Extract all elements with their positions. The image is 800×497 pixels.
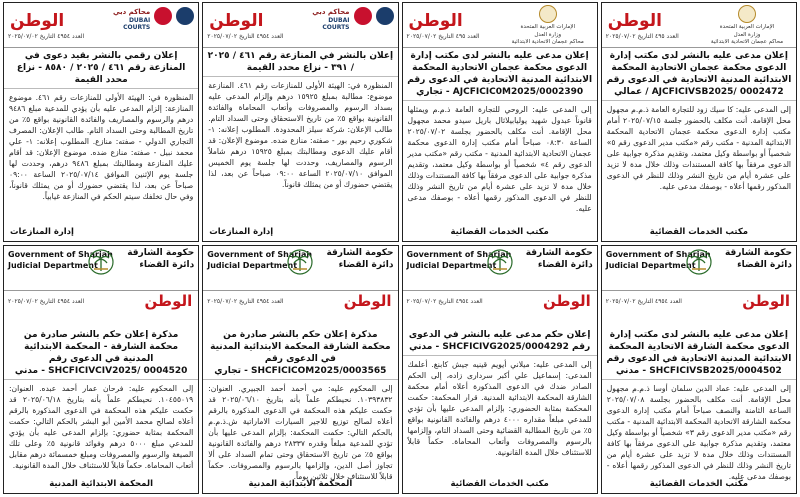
org-line-1: الإمارات العربية المتحدة [520,24,576,30]
notice-ajman-labor [601,2,797,242]
notice-title: إعلان مدعى عليه بالنشر لدى مكتب إدارة الدعوى محكمة عجمان الاتحادية المحكمة الابتدائية المدنية الاتحادية في الدعوى رقم AJCFICIC0M2025/0002390 - تجاري [403,48,597,101]
dept-name-ar: دائرة القضاء [139,260,195,270]
notice-title: مذكرة إعلان حكم بالنشر صادرة من محكمة الشارقة المحكمة الابتدائية المدنية في الدعوى رقم SHCFICICOM2025/0003565 - تجاري [203,327,397,380]
sharjah-emblem-icon [686,249,712,275]
dept-name-en: Judicial Department [406,261,497,270]
issue-meta: العدد ٤٩٥٤ التاريخ ٢٠٢٥/٠٧/٠٢ [207,298,284,305]
notice-title: إعلان حكم مدعى عليه بالنشر في الدعوى رقم SHCFICIVG2025/0004292 - مدني [403,327,597,356]
org-line-2: وزارة العدل [534,31,562,38]
issue-meta: العدد ٤٩٥٤ التاريخ ٢٠٢٥/٠٧/٠٢ [8,298,85,305]
gov-name-en: Government of Sharjah [207,250,313,259]
paper-name: الوطن [10,11,65,31]
org-line-1: الإمارات العربية المتحدة [719,24,775,30]
notice-signature: إدارة المنازعات [209,227,274,237]
notice-dubai-dispute-391 [202,2,398,242]
org-line-3: محاكم عجمان الاتحادية الابتدائية [511,39,584,45]
notice-signature: مكتب الخدمات القضائية [450,479,549,489]
notice-body: المنظورة في: الهيئة الأولى للمنازعات رقم ٤٦١. المنازعة موضوع: مطالبة بمبلغ ١٥٩٢٥ درهم وإلزام المدعى عليه بسداد الرسوم والمصروفات وأتعاب المحاماة والفائدة القانونية بواقع ٥٪ من تاريخ الاستحقاق وحتى السداد التام. طالب الإعلان: شركة سيلز المحدودة. المطلوب إعلانه: ١- شكوري رحيم بور - صفته: منازع ضده. موضوع الإعلان: قد أقام عليك الدعوى ومطالبتك بمبلغ ١٥٩٢٥ درهم شاملاً الرسوم والمصاريف، وحددت لها جلسة يوم الخميس الموافق ٢٠٢٥/٠٧/١٠ الساعة ٠٩:٠٠ صباحاً عن بعد، لذا يقتضي حضورك أو من يمثلك قانوناً. [208,81,393,189]
uae-ministry-logo [503,5,593,46]
gov-name-en: Government of Sharjah [406,250,512,259]
notice-title: مذكرة إعلان حكم بالنشر صادرة من محكمة الشارقة - المحكمة الابتدائية المدنية في الدعوى رقم SHCFICIVCIV2025/ 0004520 - مدني [4,327,198,380]
dept-name-en: Judicial Department [605,261,696,270]
sharjah-judicial-logo [403,246,597,290]
gov-name-ar: حكومة الشارقة [127,248,195,258]
sharjah-judicial-logo [602,246,796,290]
dubai-courts-emblem-icon [154,7,172,25]
court-name-ar: محاكم دبي [312,8,350,16]
paper-name: الوطن [343,292,392,310]
gov-name-ar: حكومة الشارقة [525,248,593,258]
notice-signature: مكتب الخدمات القضائية [450,227,549,237]
uae-emblem-icon [539,5,557,23]
dubai-courts-emblem-icon [354,7,372,25]
gov-name-ar: حكومة الشارقة [326,248,394,258]
dubai-crest-icon [376,7,394,25]
notice-title: إعلان مدعى عليه بالنشر لدى مكتب إدارة الدعوى محكمة عجمان الاتحادية المحكمة الابتدائية المدنية الاتحادية في الدعوى رقم AJCFICIVSB2025/ 0002472 / عمالي [602,48,796,101]
gov-name-en: Government of Sharjah [8,250,113,259]
notice-title: إعلان مدعى عليه بالنشر لدى مكتب إدارة الدعوى محكمة الشارقة الاتحادية المحكمة الابتدائية المدنية الاتحادية في الدعوى رقم SHCFICIVSB2025/0004502 - مدني [602,327,796,380]
dubai-crest-icon [176,7,194,25]
notice-dubai-dispute-8580 [3,2,199,242]
dubai-courts-logo [302,7,394,43]
court-name-ar: محاكم دبي [112,8,151,16]
paper-name: الوطن [607,11,662,31]
dept-name-en: Judicial Department [207,261,298,270]
notice-title: إعلان رقمي بالنشر بقيد دعوى في المنازعة رقم ٤٦١ / ٢٠٢٥ / ٨٥٨٠ - نزاع محدد القيمة [4,48,198,89]
dept-name-ar: دائرة القضاء [737,260,792,270]
notice-sharjah-commercial-3565 [202,245,398,494]
sharjah-emblem-icon [88,249,114,275]
issue-meta: العدد ٤٩٥٤ التاريخ ٢٠٢٥/٠٧/٠٢ [207,33,284,40]
gov-name-en: Government of Sharjah [605,250,711,259]
sharjah-emblem-icon [487,249,513,275]
issue-meta: العدد ٤٩٥ التاريخ ٢٠٢٥/٠٧/٠٢ [605,33,679,40]
paper-name: الوطن [408,11,463,31]
paper-name: الوطن [144,292,193,310]
notice-signature: المحكمة الابتدائية المدنية [49,479,153,489]
notice-body: إلى المدعى عليه: ميلاني أيويم قينيه جيش كابنغ. أعلمك المدعى: إسماعيل علي أكبر سردارى زاده، إلى الحكم الصادر ضدك في الدعوى المذكورة أعلاه أمام محكمة الشارقة المحكمة الابتدائية المدنية. قرار المحكمة: حكمت المحكمة بمثابة الحضوري: بإلزام المدعى عليها بأن تؤدي للمدعي مبلغاً مقداره ٤٠٠٠ درهم والفائدة القانونية بواقع ٥٪ من تاريخ المطالبة القضائية وحتى السداد التام، وإلزامها بالرسوم والمصروفات وأتعاب المحاماة. حكماً قابلاً للاستئناف خلال المدة القانونية. [407,360,592,457]
notice-body: إلى المدعى عليه: الروحي للتجارة العامة ذ.م.م ويمثلها قانوناً عبدول شهيد يوليابيلاثال باريل سيدو محمد مجهول محل الإقامة. أنت مكلف بالحضور بجلسة ٢٠٢٥/٠٧/٠٢ الساعة ٠٨:٣٠ صباحاً أمام مكتب إدارة الدعوى محكمة عجمان الاتحادية الابتدائية المدنية - مكتب رقم «مكتب مدير الدعوى رقم ٤» شخصياً أو بواسطة وكيل معتمد، وتقديم مذكرة جوابية على الدعوى مرفقاً بها كافة المستندات وذلك خلال مدة لا تزيد على عشرة أيام من تاريخ النشر وذلك للنظر في الدعوى المذكور رقمها أعلاه - بوصفك مدعى عليه. [407,105,592,213]
paper-name: الوطن [209,11,264,31]
notice-body: إلى المحكوم عليه: مي أحمد أحمد الجبيري. العنوان: ١٠٣٩٣٨٣٢. نحيطكم علماً بأنه بتاريخ ٢٠٢٥/٠٦/١٠ قد حكمت عليكم هذه المحكمة في الدعوى المذكورة بالرقم أعلاه لصالح توزيع للاجير السيارات الاماراتية ش.ذ.م.م بالحكم التالي: حكمت المحكمة: بإلزام المدعى عليها بأن تؤدي للمدعية مبلغاً وقدره ٢٨٣٣٧ درهم والفائدة القانونية بواقع ٥٪ من تاريخ الاستحقاق وحتى تمام السداد على ألا تجاوز أصل الدين، وإلزامها بالرسوم والمصروفات. حكماً قابلاً للاستئناف خلال ثلاثين يوماً. [208,384,393,481]
sharjah-emblem-icon [287,249,313,275]
notice-signature: إدارة المنازعات [10,227,74,237]
court-name-en: DUBAI COURTS [322,17,350,31]
notice-sharjah-civil-4520 [3,245,199,494]
org-line-2: وزارة العدل [733,31,761,38]
notice-signature: مكتب الخدمات القضائية [649,479,749,489]
court-name-en: DUBAI COURTS [123,17,151,31]
issue-meta: العدد ٤٩٥٤ التاريخ ٢٠٢٥/٠٧/٠٢ [605,298,682,305]
issue-meta: العدد ٤٩٥٤ التاريخ ٢٠٢٥/٠٧/٠٢ [406,298,483,305]
notice-title: إعلان بالنشر في المنازعة رقم ٤٦١ / ٢٠٢٥ / ٣٩١ - نزاع محدد القيمة [203,48,397,77]
notice-sharjah-civil-4502 [601,245,797,494]
org-line-3: محاكم عجمان الاتحادية الابتدائية [710,39,784,45]
notice-signature: المحكمة الابتدائية المدنية [248,479,353,489]
gov-name-ar: حكومة الشارقة [724,248,792,258]
sharjah-judicial-logo [203,246,397,290]
dept-name-en: Judicial Department [8,261,98,270]
notice-signature: مكتب الخدمات القضائية [649,227,749,237]
notice-ajman-commercial [402,2,598,242]
uae-emblem-icon [738,5,756,23]
dept-name-ar: دائرة القضاء [338,260,394,270]
issue-meta: العدد ٤٩٥٤ التاريخ ٢٠٢٥/٠٧/٠٢ [8,33,85,40]
dubai-courts-logo [102,7,194,43]
uae-ministry-logo [702,5,792,46]
notices-grid [3,2,797,495]
notice-body: المنظورة في: الهيئة الأولى للمنازعات رقم ٤٦١. موضوع المنازعة: إلزام المدعى عليه بأن يؤدي للمدعية مبلغ ٩٤٨٦ درهم والرسوم والمصاريف والفائدة القانونية بواقع ٥٪ من تاريخ المطالبة وحتى السداد التام. طالب الإعلان: المصرف التجاري الدولي - صفته: منازع. المطلوب إعلانه: ١- علي محمد نبيل - صفته: منازع ضده. موضوع الإعلان: قد أقام عليك المنازعة ومطالبتك بمبلغ ٩٤٨٦ درهم، وحددت لها جلسة يوم الإثنين الموافق ٢٠٢٥/٠٧/١٤ الساعة ٠٩:٠٠ صباحاً عن بعد، لذا يقتضي حضورك أو من يمثلك قانوناً، وفي حال تخلفك سيتم الحكم في المنازعة غيابياً. [9,93,194,201]
notice-body: إلى المدعى عليه: كا سيك زود للتجارة العامة ذ.م.م مجهول محل الإقامة. أنت مكلف بالحضور جلسة ٢٠٢٥/٠٧/١٥ أمام مكتب إدارة الدعوى محكمة عجمان الاتحادية المحكمة الابتدائية المدنية - مكتب رقم «مكتب مدير الدعوى رقم ٥» شخصياً أو بواسطة وكيل معتمد، وتقديم مذكرة جوابية على الدعوى مرفقاً بها كافة المستندات وذلك خلال مدة لا تزيد على عشرة أيام من تاريخ النشر وذلك للنظر في الدعوى المذكور رقمها أعلاه - بوصفك مدعى عليه. [606,105,792,191]
paper-name: الوطن [742,292,790,310]
dept-name-ar: دائرة القضاء [537,260,593,270]
notice-sharjah-civil-4292 [402,245,598,494]
notice-body: إلى المدعى عليه: عماد الدين سلمان أوسا ذ.م.م مجهول محل الإقامة. أنت مكلف بالحضور بجلسة ٢٠٢٥/٠٧/٠٨ الساعة الثامنة والنصف صباحاً أمام مكتب إدارة الدعوى محكمة الشارقة الاتحادية المحكمة الابتدائية المدنية - مكتب رقم «مكتب مدير الدعوى رقم ٣» شخصياً أو بواسطة وكيل معتمد، وتقديم مذكرة جوابية على الدعوى مرفقاً بها كافة المستندات وذلك خلال مدة لا تزيد على عشرة أيام من تاريخ النشر وذلك للنظر في الدعوى المذكور رقمها أعلاه - بوصفك مدعى عليه. [606,384,792,481]
sharjah-judicial-logo [4,246,198,290]
paper-name: الوطن [542,292,591,310]
notice-body: إلى المحكوم عليه: فرحان عمار أحمد عبده. العنوان: ١٠٤٥٥٠١٩. نحيطكم علماً بأنه بتاريخ ٢٠٢٥/٠٦/١٨ قد حكمت عليكم هذه المحكمة في الدعوى المذكورة بالرقم أعلاه لصالح محمد الأمين أبو البشر بالحكم التالي: حكمت المحكمة بمثابة حضوري: بإلزام المدعى عليه بأن يؤدي للمدعي مبلغ ٥٠٠٠ درهم وفوائد قانونية ٥٪ وعلى تلك الصيغة والرسوم والمصروفات ومبلغ خمسمائة درهم مقابل أتعاب المحاماة. حكماً قابلاً للاستئناف خلال المدة القانونية. [9,384,194,470]
issue-meta: العدد ٤٩٥ التاريخ ٢٠٢٥/٠٧/٠٢ [406,33,480,40]
